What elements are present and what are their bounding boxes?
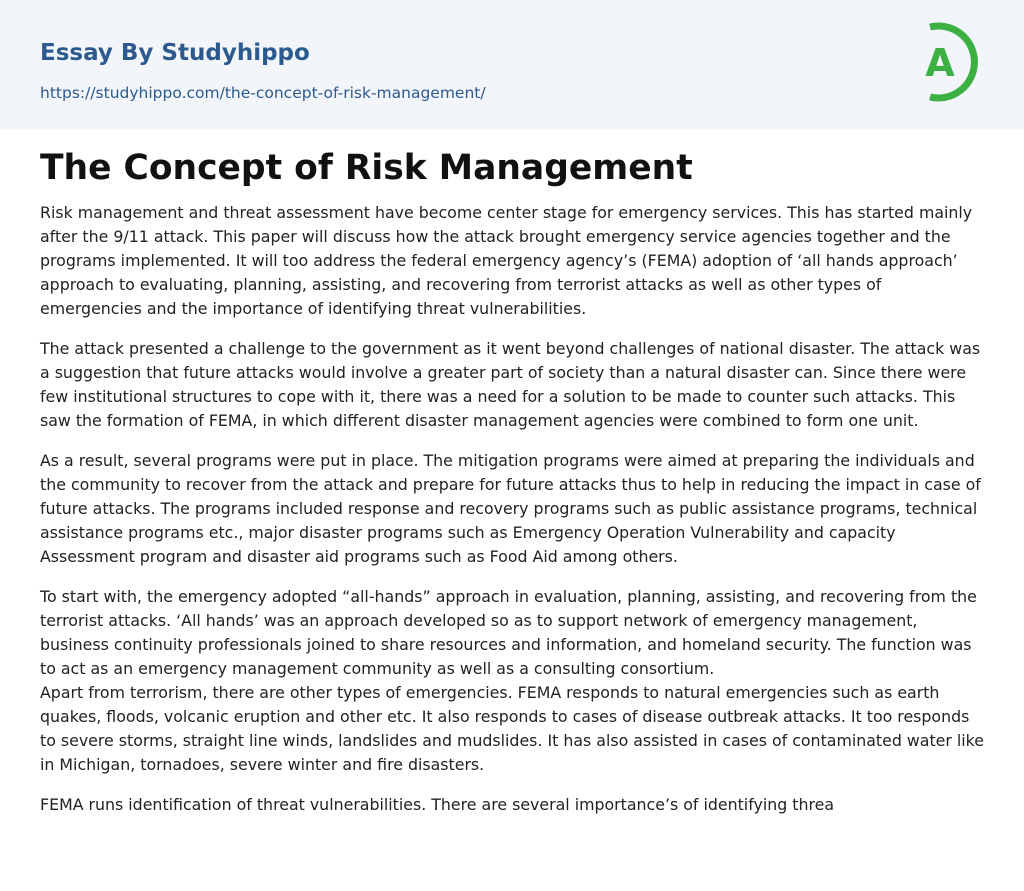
- essay-paragraph: To start with, the emergency adopted “all-hands” approach in evaluation, planning, assisting, and recovering from the terrorist attacks. ‘All hands’ was an approach developed so as to support network of emergency management, business continuity professionals joined to share resources and information, and homeland security. The function was to act as an emergency management community as well as a consulting consortium.: [40, 587, 977, 678]
- logo-letter: A: [925, 41, 955, 85]
- essay-title: The Concept of Risk Management: [40, 148, 693, 188]
- site-header: [0, 0, 1024, 129]
- source-url-link[interactable]: https://studyhippo.com/the-concept-of-risk-management/: [40, 84, 486, 102]
- essay-paragraph: Risk management and threat assessment have become center stage for emergency services. This has started mainly after the 9/11 attack. This paper will discuss how the attack brought emergency service agencies together and the programs implemented. It will too address the federal emergency agency’s (FEMA) adoption of ‘all hands approach’ approach to evaluating, planning, assisting, and recovering from terrorist attacks as well as other types of emergencies and the importance of identifying threat vulnerabilities.: [40, 203, 973, 318]
- studyhippo-logo-icon[interactable]: [912, 19, 986, 105]
- essay-paragraph: Apart from terrorism, there are other types of emergencies. FEMA responds to natural emergencies such as earth quakes, floods, volcanic eruption and other etc. It also responds to cases of disease outbreak attacks. It too responds to severe storms, straight line winds, landslides and mudslides. It has also assisted in cases of contaminated water like in Michigan, tornadoes, severe winter and fire disasters.: [40, 683, 984, 774]
- essay-paragraph: The attack presented a challenge to the government as it went beyond challenges of national disaster. The attack was a suggestion that future attacks would involve a greater part of society than a natural disaster can. Since there were few institutional structures to cope with it, there was a need for a solution to be made to counter such attacks. This saw the formation of FEMA, in which different disaster management agencies were combined to form one unit.: [40, 339, 981, 430]
- essay-paragraph: As a result, several programs were put in place. The mitigation programs were aimed at preparing the individuals and the community to recover from the attack and prepare for future attacks thus to help in reducing the impact in case of future attacks. The programs included response and recovery programs such as public assistance programs, technical assistance programs etc., major disaster programs such as Emergency Operation Vulnerability and capacity Assessment program and disaster aid programs such as Food Aid among others.: [40, 451, 981, 566]
- essay-content: [40, 144, 984, 833]
- essay-paragraph: FEMA runs identification of threat vulnerabilities. There are several importance’s of identifying threa: [40, 795, 835, 814]
- brand-title[interactable]: Essay By Studyhippo: [40, 40, 310, 66]
